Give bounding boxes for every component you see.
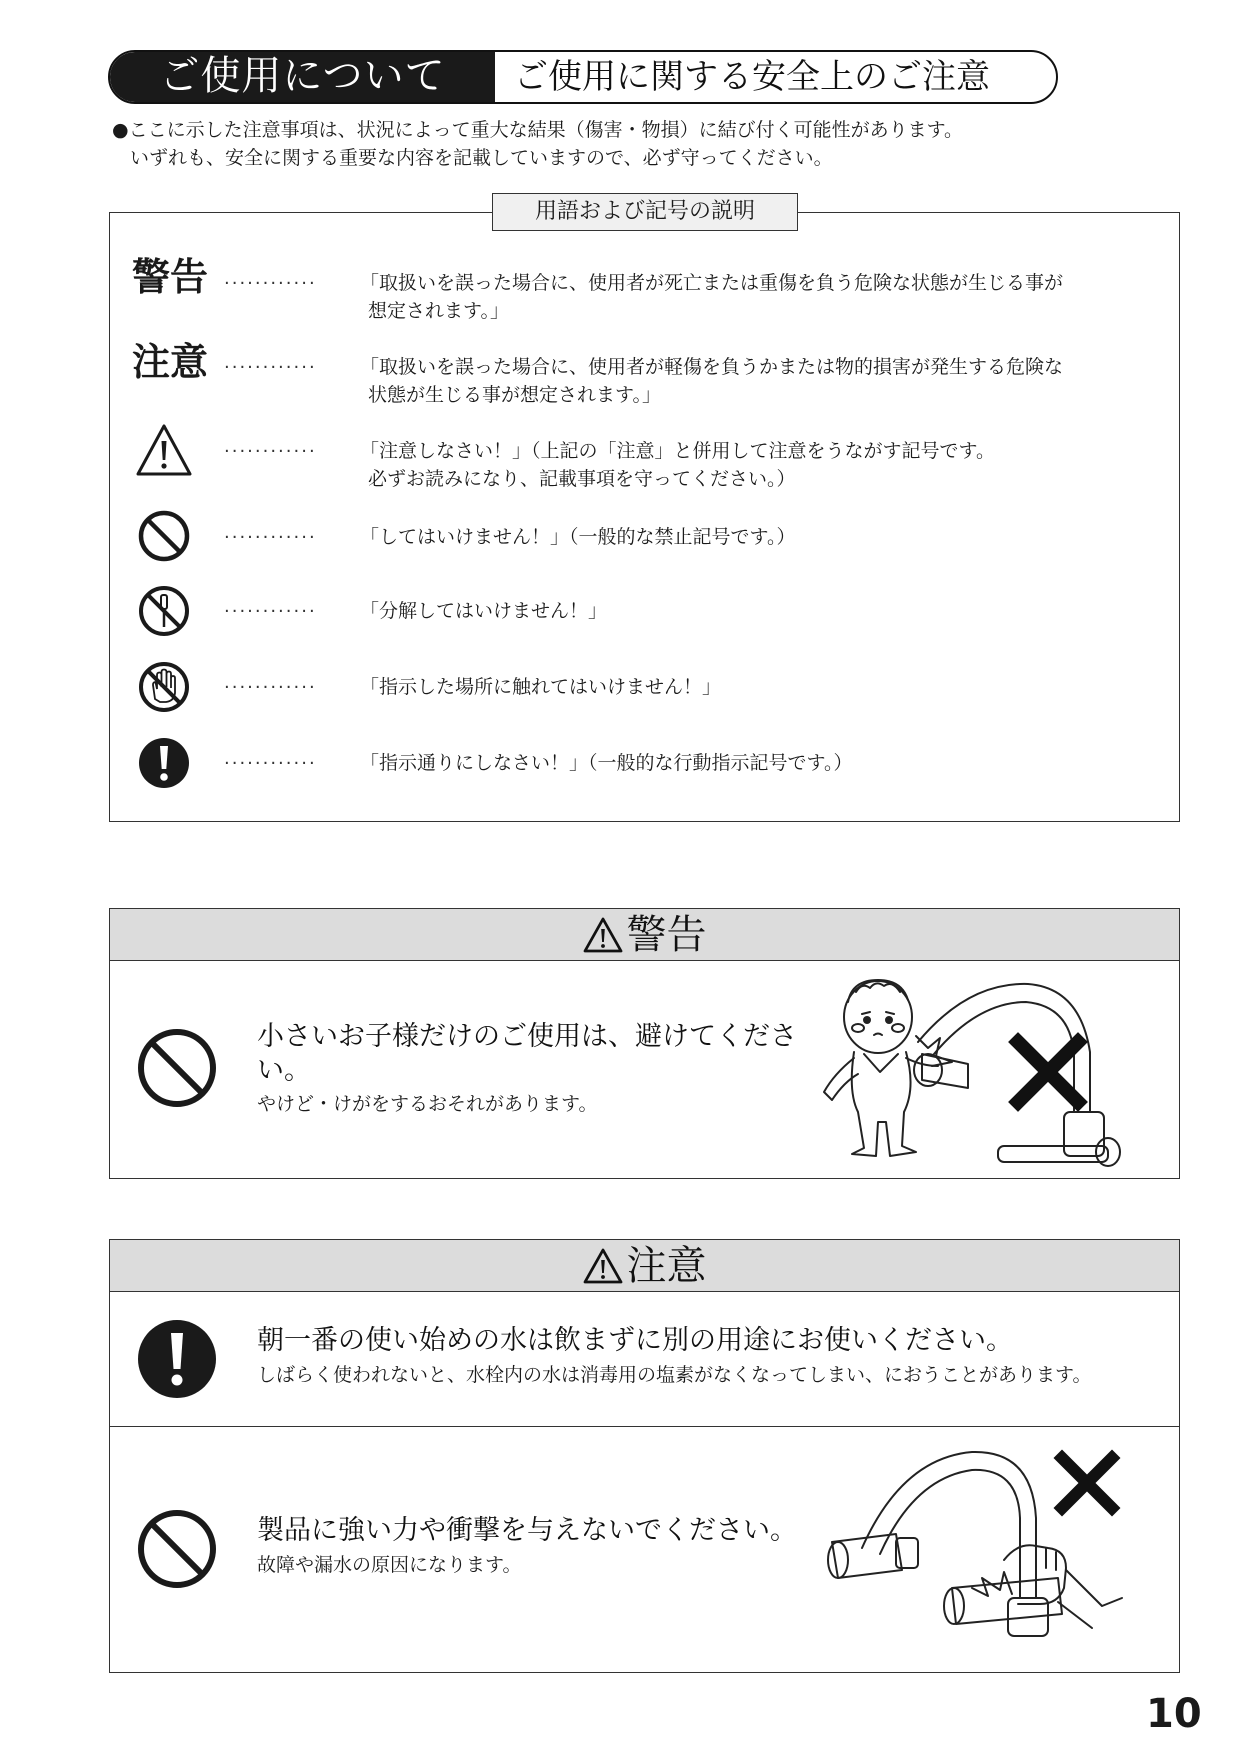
- page-number: 10: [1146, 1691, 1202, 1737]
- term-caution: 注意: [132, 340, 209, 384]
- legend-desc-no-disassembly: 「分解してはいけません！」: [360, 600, 608, 622]
- prohibition-icon: [136, 1508, 218, 1590]
- intro-line-1: ●ここに示した注意事項は、状況によって重大な結果（傷害・物損）に結び付く可能性があります。: [112, 119, 964, 141]
- no-touch-icon: [136, 659, 192, 715]
- warning-heading: 警告: [626, 911, 707, 958]
- caution-panel-divider: [110, 1426, 1179, 1427]
- term-warning: 警告: [132, 255, 209, 299]
- section-header: [108, 50, 1058, 104]
- caution-triangle-icon: [583, 916, 623, 954]
- legend-desc-caution-symbol-2: 必ずお読みになり、記載事項を守ってください。）: [368, 468, 796, 490]
- hand-striking-faucet-illustration: [822, 1438, 1132, 1638]
- caution-sub-text-1: しばらく使われないと、水栓内の水は消毒用の塩素がなくなってしまい、におうことがあります。: [257, 1364, 1092, 1386]
- child-touching-faucet-illustration: [818, 962, 1158, 1172]
- warning-main-text-1: 小さいお子様だけのご使用は、避けてくださ: [257, 1021, 797, 1052]
- caution-sub-text-2: 故障や漏水の原因になります。: [257, 1554, 522, 1576]
- legend-desc-caution-1: 「取扱いを誤った場合に、使用者が軽傷を負うかまたは物的損害が発生する危険な: [360, 356, 1064, 378]
- mandatory-action-icon: [136, 1318, 218, 1400]
- leader-dots: ············: [224, 527, 317, 548]
- leader-dots: ············: [224, 601, 317, 622]
- leader-dots: ············: [224, 677, 317, 698]
- intro-line-2: いずれも、安全に関する重要な内容を記載していますので、必ず守ってください。: [130, 147, 833, 169]
- section-subtitle: ご使用に関する安全上のご注意: [514, 57, 990, 97]
- legend-title: 用語および記号の説明: [492, 193, 798, 231]
- caution-panel-header: [110, 1240, 1179, 1292]
- caution-triangle-icon: [583, 1247, 623, 1285]
- warning-panel-header: [110, 909, 1179, 961]
- warning-sub-text: やけど・けがをするおそれがあります。: [257, 1093, 598, 1115]
- symbol-legend-box: [109, 212, 1180, 822]
- leader-dots: ············: [224, 357, 317, 378]
- legend-desc-warning-1: 「取扱いを誤った場合に、使用者が死亡または重傷を負う危険な状態が生じる事が: [360, 272, 1064, 294]
- prohibition-icon: [136, 1027, 218, 1109]
- caution-triangle-icon: [136, 422, 192, 478]
- section-title: ご使用について: [110, 52, 495, 102]
- caution-main-text-2: 製品に強い力や衝撃を与えないでください。: [257, 1515, 797, 1546]
- caution-heading: 注意: [626, 1242, 707, 1289]
- legend-desc-mandatory: 「指示通りにしなさい！」（一般的な行動指示記号です。）: [360, 752, 853, 774]
- leader-dots: ············: [224, 753, 317, 774]
- leader-dots: ············: [224, 273, 317, 294]
- legend-desc-prohibition: 「してはいけません！」（一般的な禁止記号です。）: [360, 526, 796, 548]
- warning-main-text-2: い。: [257, 1055, 311, 1086]
- leader-dots: ············: [224, 441, 317, 462]
- legend-desc-no-touch: 「指示した場所に触れてはいけません！」: [360, 676, 722, 698]
- prohibition-icon: [136, 508, 192, 564]
- caution-main-text-1: 朝一番の使い始めの水は飲まずに別の用途にお使いください。: [257, 1325, 1013, 1356]
- mandatory-action-icon: [136, 735, 192, 791]
- no-disassembly-icon: [136, 583, 192, 639]
- legend-desc-caution-2: 状態が生じる事が想定されます。」: [368, 384, 661, 406]
- legend-desc-caution-symbol-1: 「注意しなさい！」（上記の「注意」と併用して注意をうながす記号です。: [360, 440, 995, 462]
- legend-desc-warning-2: 想定されます。」: [368, 300, 509, 322]
